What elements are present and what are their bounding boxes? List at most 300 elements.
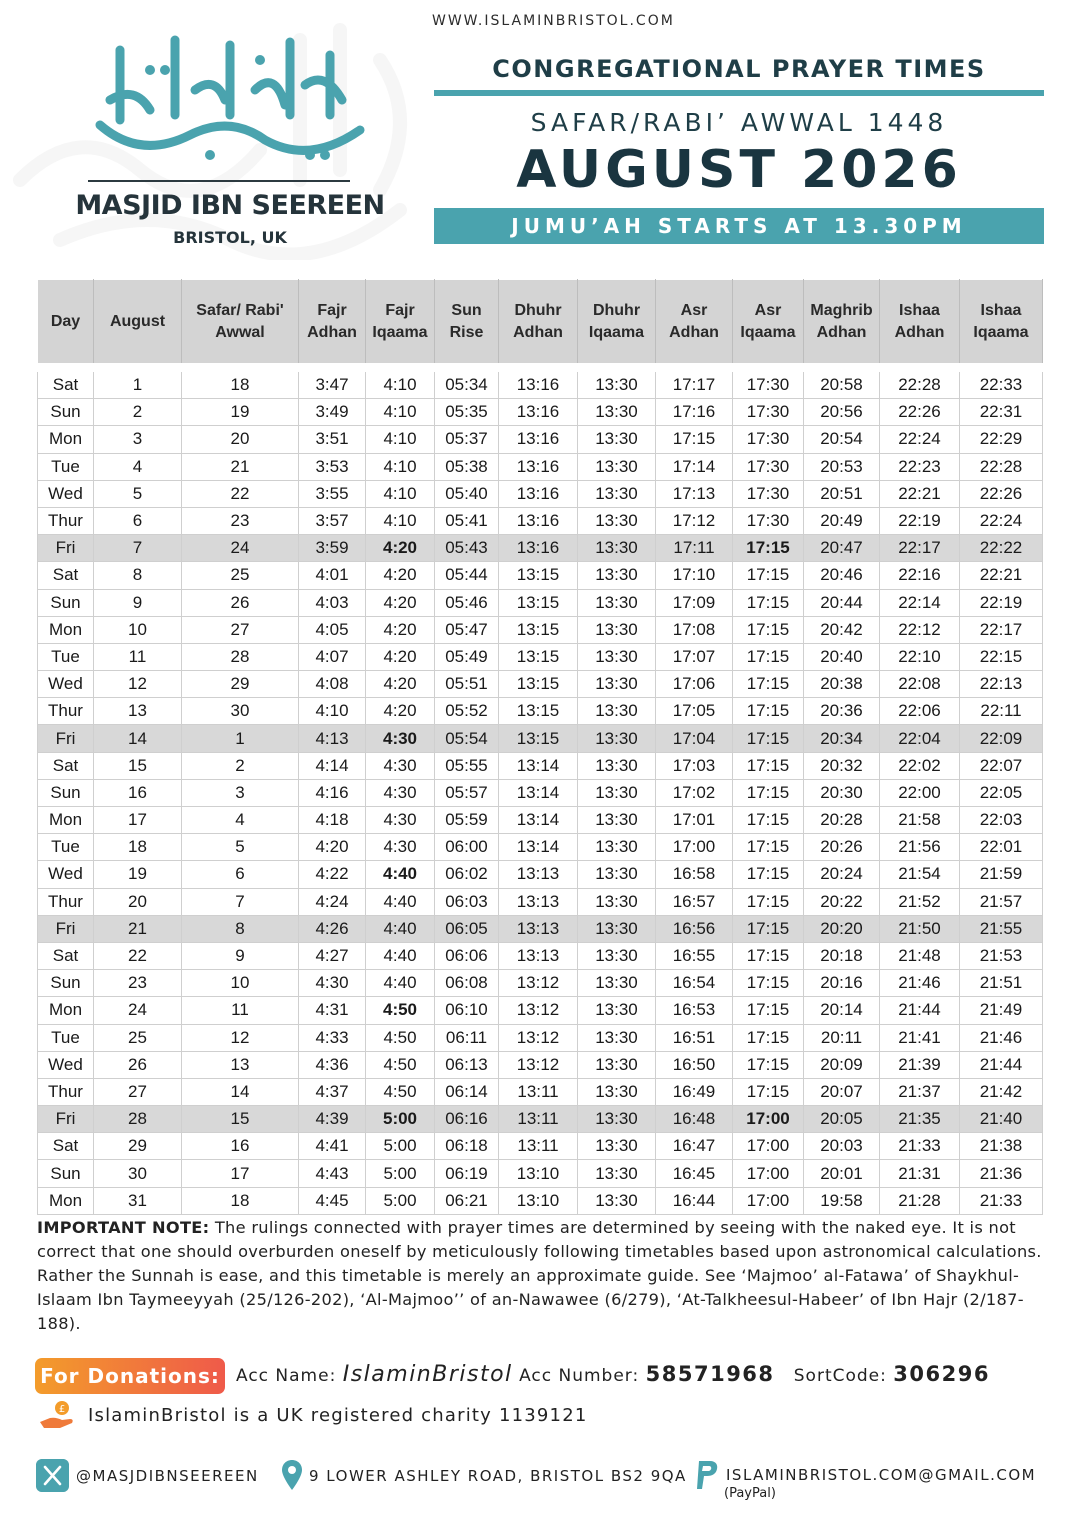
- table-cell: Sun: [38, 779, 94, 806]
- table-cell: 17:15: [733, 915, 804, 942]
- table-row-friday: [38, 1106, 1043, 1133]
- table-row: [38, 888, 1043, 915]
- table-cell: 13:30: [578, 779, 656, 806]
- table-cell: 7: [94, 535, 182, 562]
- table-cell: Sat: [38, 1133, 94, 1160]
- table-row: [38, 480, 1043, 507]
- table-cell: 13:15: [499, 589, 578, 616]
- table-cell: 22:10: [880, 643, 960, 670]
- table-cell: 11: [94, 643, 182, 670]
- table-cell: 22:02: [880, 752, 960, 779]
- table-cell: 5: [94, 480, 182, 507]
- table-cell: 4:43: [299, 1160, 366, 1187]
- table-cell: 13:30: [578, 698, 656, 725]
- table-cell: 16:53: [656, 997, 733, 1024]
- column-header-line: Dhuhr: [514, 301, 562, 319]
- table-cell: 4:50: [366, 1024, 435, 1051]
- table-cell: 13:16: [499, 535, 578, 562]
- table-cell: 13:30: [578, 589, 656, 616]
- table-cell: 17:06: [656, 671, 733, 698]
- table-row-friday: [38, 535, 1043, 562]
- column-header-line: Day: [50, 312, 81, 330]
- table-cell: 19: [94, 861, 182, 888]
- table-cell: 13:15: [499, 616, 578, 643]
- table-cell: 22:28: [880, 372, 960, 399]
- table-cell: 6: [94, 507, 182, 534]
- table-cell: 18: [182, 1187, 299, 1214]
- column-header: [435, 280, 499, 364]
- table-cell: 27: [182, 616, 299, 643]
- column-header-line: August: [109, 312, 166, 330]
- table-cell: 17:00: [656, 834, 733, 861]
- table-cell: 5:00: [366, 1187, 435, 1214]
- table-cell: 21:35: [880, 1106, 960, 1133]
- table-cell: 17:30: [733, 507, 804, 534]
- table-cell: 28: [182, 643, 299, 670]
- table-cell: 2: [182, 752, 299, 779]
- table-cell: 20:26: [804, 834, 880, 861]
- table-cell: 17:15: [733, 643, 804, 670]
- title-divider: [434, 90, 1044, 96]
- table-cell: 16: [182, 1133, 299, 1160]
- table-cell: 17:00: [733, 1187, 804, 1214]
- table-cell: 20:32: [804, 752, 880, 779]
- table-cell: 4:10: [366, 426, 435, 453]
- table-cell: 13:30: [578, 970, 656, 997]
- table-cell: 16:51: [656, 1024, 733, 1051]
- table-cell: 1: [182, 725, 299, 752]
- table-cell: 22:23: [880, 453, 960, 480]
- table-cell: 24: [182, 535, 299, 562]
- table-cell: 05:52: [435, 698, 499, 725]
- table-row: [38, 562, 1043, 589]
- table-cell: 17:15: [733, 616, 804, 643]
- table-cell: 22:16: [880, 562, 960, 589]
- table-cell: 15: [182, 1106, 299, 1133]
- column-header-line: Adhan: [894, 323, 945, 341]
- table-cell: 22: [94, 942, 182, 969]
- table-cell: 13:16: [499, 372, 578, 399]
- table-cell: 3:47: [299, 372, 366, 399]
- table-cell: 13:30: [578, 1078, 656, 1105]
- table-cell: 13:30: [578, 1051, 656, 1078]
- table-cell: 20:40: [804, 643, 880, 670]
- table-cell: 20: [182, 426, 299, 453]
- table-cell: 4:27: [299, 942, 366, 969]
- column-header-line: Safar/ Rabi': [196, 301, 284, 319]
- table-cell: 28: [94, 1106, 182, 1133]
- table-cell: 21:40: [960, 1106, 1043, 1133]
- table-cell: 4:20: [366, 535, 435, 562]
- table-cell: 4:20: [299, 834, 366, 861]
- email-address[interactable]: ISLAMINBRISTOL.COM@GMAIL.COM: [726, 1466, 1037, 1484]
- table-cell: 22:12: [880, 616, 960, 643]
- table-cell: 13:13: [499, 888, 578, 915]
- table-cell: Sun: [38, 399, 94, 426]
- table-cell: 4:50: [366, 1078, 435, 1105]
- table-cell: 4:37: [299, 1078, 366, 1105]
- column-header-line: Adhan: [816, 323, 867, 341]
- table-cell: 17:14: [656, 453, 733, 480]
- table-cell: 15: [94, 752, 182, 779]
- table-cell: 19: [182, 399, 299, 426]
- table-cell: 10: [94, 616, 182, 643]
- column-header: [299, 280, 366, 364]
- table-row: [38, 698, 1043, 725]
- column-header: [366, 280, 435, 364]
- table-cell: 06:11: [435, 1024, 499, 1051]
- table-cell: 13: [94, 698, 182, 725]
- table-cell: 17:04: [656, 725, 733, 752]
- table-cell: 20:58: [804, 372, 880, 399]
- table-cell: 05:43: [435, 535, 499, 562]
- table-cell: 20:24: [804, 861, 880, 888]
- table-cell: 17:15: [733, 1024, 804, 1051]
- table-cell: 05:57: [435, 779, 499, 806]
- table-cell: 05:47: [435, 616, 499, 643]
- table-cell: 4:22: [299, 861, 366, 888]
- svg-text:£: £: [58, 1404, 66, 1415]
- table-cell: 22:06: [880, 698, 960, 725]
- table-cell: 13:15: [499, 671, 578, 698]
- table-cell: 4:20: [366, 698, 435, 725]
- table-cell: 13:30: [578, 616, 656, 643]
- table-row-friday: [38, 725, 1043, 752]
- table-cell: 17:30: [733, 399, 804, 426]
- table-cell: 17:15: [733, 834, 804, 861]
- table-cell: 20:53: [804, 453, 880, 480]
- x-twitter-icon[interactable]: [36, 1459, 69, 1492]
- table-cell: 13:10: [499, 1187, 578, 1214]
- table-cell: 21:58: [880, 807, 960, 834]
- table-cell: 22:13: [960, 671, 1043, 698]
- important-note: [37, 1216, 1047, 1336]
- table-cell: 13:30: [578, 1187, 656, 1214]
- table-cell: 22:24: [960, 507, 1043, 534]
- column-header-line: Awwal: [215, 323, 265, 341]
- table-cell: 13:30: [578, 535, 656, 562]
- table-cell: 05:34: [435, 372, 499, 399]
- table-cell: 20:42: [804, 616, 880, 643]
- table-row: [38, 616, 1043, 643]
- table-cell: 17:15: [733, 562, 804, 589]
- table-cell: 22:17: [960, 616, 1043, 643]
- table-cell: 17:15: [733, 725, 804, 752]
- table-cell: 4:14: [299, 752, 366, 779]
- table-cell: 20:18: [804, 942, 880, 969]
- note-label: IMPORTANT NOTE:: [37, 1218, 210, 1237]
- table-cell: 21:33: [880, 1133, 960, 1160]
- table-cell: 06:19: [435, 1160, 499, 1187]
- table-cell: 21:46: [960, 1024, 1043, 1051]
- table-cell: 13:11: [499, 1106, 578, 1133]
- hijri-month-heading: SAFAR/RABI’ AWWAL 1448: [530, 108, 948, 137]
- table-row: [38, 589, 1043, 616]
- table-cell: Fri: [38, 1106, 94, 1133]
- table-cell: 4:40: [366, 915, 435, 942]
- table-cell: 3: [182, 779, 299, 806]
- table-row: [38, 942, 1043, 969]
- table-cell: 16: [94, 779, 182, 806]
- column-header-line: Asr: [680, 301, 708, 319]
- table-cell: 16:50: [656, 1051, 733, 1078]
- table-cell: 26: [94, 1051, 182, 1078]
- twitter-handle[interactable]: @MASJDIBNSEEREEN: [76, 1467, 259, 1485]
- table-cell: 4:18: [299, 807, 366, 834]
- table-cell: 05:54: [435, 725, 499, 752]
- table-cell: 20:34: [804, 725, 880, 752]
- table-cell: 05:59: [435, 807, 499, 834]
- table-cell: 13: [182, 1051, 299, 1078]
- table-cell: Wed: [38, 861, 94, 888]
- table-cell: 23: [182, 507, 299, 534]
- table-cell: 20:07: [804, 1078, 880, 1105]
- table-cell: 20:22: [804, 888, 880, 915]
- donations-badge: For Donations:: [35, 1358, 225, 1394]
- column-header: [182, 280, 299, 364]
- table-cell: 17:15: [733, 1078, 804, 1105]
- masjid-logo: [60, 30, 400, 260]
- table-cell: 13:13: [499, 942, 578, 969]
- column-header: [960, 280, 1043, 364]
- column-header-line: Iqaama: [372, 323, 428, 341]
- table-cell: 21:49: [960, 997, 1043, 1024]
- table-cell: 21:44: [960, 1051, 1043, 1078]
- table-cell: 17:11: [656, 535, 733, 562]
- table-cell: 13:16: [499, 507, 578, 534]
- table-row: [38, 861, 1043, 888]
- table-cell: Sat: [38, 562, 94, 589]
- table-cell: 21:54: [880, 861, 960, 888]
- table-cell: 13:30: [578, 426, 656, 453]
- charity-registration: IslaminBristol is a UK registered charity 1139121: [88, 1405, 588, 1426]
- table-cell: 4:20: [366, 616, 435, 643]
- table-cell: 17:00: [733, 1133, 804, 1160]
- table-cell: 4:01: [299, 562, 366, 589]
- column-header-line: Asr: [754, 301, 782, 319]
- table-row: [38, 1160, 1043, 1187]
- column-header: [94, 280, 182, 364]
- table-cell: 13:30: [578, 807, 656, 834]
- table-cell: 13:30: [578, 915, 656, 942]
- website-link[interactable]: WWW.ISLAMINBRISTOL.COM: [432, 13, 675, 29]
- table-cell: 4:30: [366, 834, 435, 861]
- table-cell: 12: [94, 671, 182, 698]
- table-cell: 18: [94, 834, 182, 861]
- table-cell: 13:14: [499, 807, 578, 834]
- table-cell: 4:30: [366, 752, 435, 779]
- table-cell: 13:30: [578, 399, 656, 426]
- table-cell: 4:10: [366, 507, 435, 534]
- prayer-times-table: [37, 279, 1043, 1215]
- table-cell: 4:41: [299, 1133, 366, 1160]
- table-cell: 22:19: [960, 589, 1043, 616]
- table-row: [38, 643, 1043, 670]
- table-cell: 06:13: [435, 1051, 499, 1078]
- table-row: [38, 1078, 1043, 1105]
- table-cell: 4: [94, 453, 182, 480]
- table-cell: 26: [182, 589, 299, 616]
- location-pin-icon: [281, 1459, 303, 1491]
- sort-code: 306296: [893, 1362, 990, 1386]
- table-cell: 06:03: [435, 888, 499, 915]
- table-cell: 4:05: [299, 616, 366, 643]
- table-cell: 17:15: [656, 426, 733, 453]
- table-cell: 22:22: [960, 535, 1043, 562]
- table-cell: 5:00: [366, 1106, 435, 1133]
- table-body: [38, 364, 1043, 1215]
- table-cell: 17:15: [733, 589, 804, 616]
- table-cell: 17:15: [733, 671, 804, 698]
- table-row: [38, 970, 1043, 997]
- table-cell: 17:15: [733, 698, 804, 725]
- charity-hand-icon: [38, 1400, 78, 1432]
- table-cell: 22:01: [960, 834, 1043, 861]
- table-cell: 7: [182, 888, 299, 915]
- table-cell: 20:11: [804, 1024, 880, 1051]
- column-header-line: Adhan: [669, 323, 719, 341]
- table-cell: 13:12: [499, 1051, 578, 1078]
- table-cell: 13:30: [578, 1106, 656, 1133]
- table-cell: Fri: [38, 535, 94, 562]
- table-cell: 4:40: [366, 970, 435, 997]
- table-cell: 17:15: [733, 1051, 804, 1078]
- table-cell: Wed: [38, 1051, 94, 1078]
- table-cell: 16:54: [656, 970, 733, 997]
- table-cell: 06:06: [435, 942, 499, 969]
- table-cell: 13:16: [499, 399, 578, 426]
- table-cell: 22:05: [960, 779, 1043, 806]
- table-cell: 13:11: [499, 1078, 578, 1105]
- table-cell: 05:40: [435, 480, 499, 507]
- table-cell: 17:30: [733, 426, 804, 453]
- table-cell: 13:16: [499, 480, 578, 507]
- table-cell: 2: [94, 399, 182, 426]
- table-cell: 4:50: [366, 1051, 435, 1078]
- column-header-line: Rise: [449, 323, 484, 341]
- table-cell: 13:30: [578, 1160, 656, 1187]
- table-cell: Sat: [38, 752, 94, 779]
- table-cell: 20: [94, 888, 182, 915]
- table-cell: 21:57: [960, 888, 1043, 915]
- table-cell: 3:53: [299, 453, 366, 480]
- table-row: [38, 779, 1043, 806]
- table-cell: 13:10: [499, 1160, 578, 1187]
- table-cell: 4:30: [299, 970, 366, 997]
- table-cell: 17: [94, 807, 182, 834]
- table-cell: 17:15: [733, 807, 804, 834]
- table-cell: 18: [182, 372, 299, 399]
- table-cell: 22:28: [960, 453, 1043, 480]
- column-header-line: Fajr: [385, 301, 415, 319]
- acc-name: IslaminBristol: [342, 1362, 513, 1387]
- table-cell: 3:51: [299, 426, 366, 453]
- table-cell: 13:11: [499, 1133, 578, 1160]
- paypal-icon: [695, 1459, 721, 1491]
- table-cell: 13:30: [578, 453, 656, 480]
- table-cell: 13:30: [578, 752, 656, 779]
- table-cell: 13:12: [499, 1024, 578, 1051]
- table-cell: 22:21: [880, 480, 960, 507]
- table-cell: 13:14: [499, 779, 578, 806]
- table-cell: 17:00: [733, 1160, 804, 1187]
- table-cell: 05:44: [435, 562, 499, 589]
- table-cell: 13:30: [578, 997, 656, 1024]
- table-cell: 4:10: [366, 480, 435, 507]
- table-cell: 20:05: [804, 1106, 880, 1133]
- table-cell: 17:05: [656, 698, 733, 725]
- table-row: [38, 399, 1043, 426]
- table-cell: 20:46: [804, 562, 880, 589]
- column-header-line: Adhan: [513, 323, 563, 341]
- table-cell: 16:45: [656, 1160, 733, 1187]
- table-cell: 20:03: [804, 1133, 880, 1160]
- table-cell: 13:13: [499, 861, 578, 888]
- arabic-calligraphy-logo: [80, 30, 380, 180]
- table-row: [38, 752, 1043, 779]
- table-cell: 20:47: [804, 535, 880, 562]
- table-row: [38, 807, 1043, 834]
- table-cell: 22:03: [960, 807, 1043, 834]
- table-cell: 4:30: [366, 725, 435, 752]
- table-cell: Wed: [38, 480, 94, 507]
- acc-name-label: Acc Name:: [236, 1366, 337, 1386]
- table-cell: 4:07: [299, 643, 366, 670]
- table-cell: 30: [94, 1160, 182, 1187]
- table-cell: 06:21: [435, 1187, 499, 1214]
- table-cell: 4:36: [299, 1051, 366, 1078]
- table-cell: 13:30: [578, 372, 656, 399]
- table-cell: 13:30: [578, 861, 656, 888]
- table-cell: 4:10: [366, 399, 435, 426]
- table-cell: 4:10: [299, 698, 366, 725]
- table-cell: 3: [94, 426, 182, 453]
- table-cell: 20:36: [804, 698, 880, 725]
- table-cell: 21:36: [960, 1160, 1043, 1187]
- table-cell: 17:15: [733, 752, 804, 779]
- table-cell: 24: [94, 997, 182, 1024]
- table-cell: 17:13: [656, 480, 733, 507]
- table-cell: 17:01: [656, 807, 733, 834]
- table-cell: 17:16: [656, 399, 733, 426]
- column-header-line: Iqaama: [588, 323, 645, 341]
- table-cell: 13:15: [499, 643, 578, 670]
- table-row: [38, 1187, 1043, 1214]
- table-cell: 20:01: [804, 1160, 880, 1187]
- table-cell: 17:15: [733, 942, 804, 969]
- column-header: [880, 280, 960, 364]
- table-cell: 23: [94, 970, 182, 997]
- column-header-line: Maghrib: [810, 301, 873, 319]
- column-header-line: Adhan: [307, 323, 357, 341]
- table-cell: Mon: [38, 807, 94, 834]
- table-cell: 21:50: [880, 915, 960, 942]
- table-cell: 3:59: [299, 535, 366, 562]
- table-cell: 05:38: [435, 453, 499, 480]
- table-cell: 4:26: [299, 915, 366, 942]
- table-cell: 4:20: [366, 589, 435, 616]
- table-cell: 17:15: [733, 779, 804, 806]
- table-cell: Mon: [38, 616, 94, 643]
- table-cell: 22:17: [880, 535, 960, 562]
- column-header-line: Sun: [451, 301, 482, 319]
- table-cell: 8: [182, 915, 299, 942]
- table-cell: 4:40: [366, 861, 435, 888]
- table-cell: 06:08: [435, 970, 499, 997]
- table-cell: 05:37: [435, 426, 499, 453]
- table-cell: 25: [94, 1024, 182, 1051]
- table-cell: Thur: [38, 507, 94, 534]
